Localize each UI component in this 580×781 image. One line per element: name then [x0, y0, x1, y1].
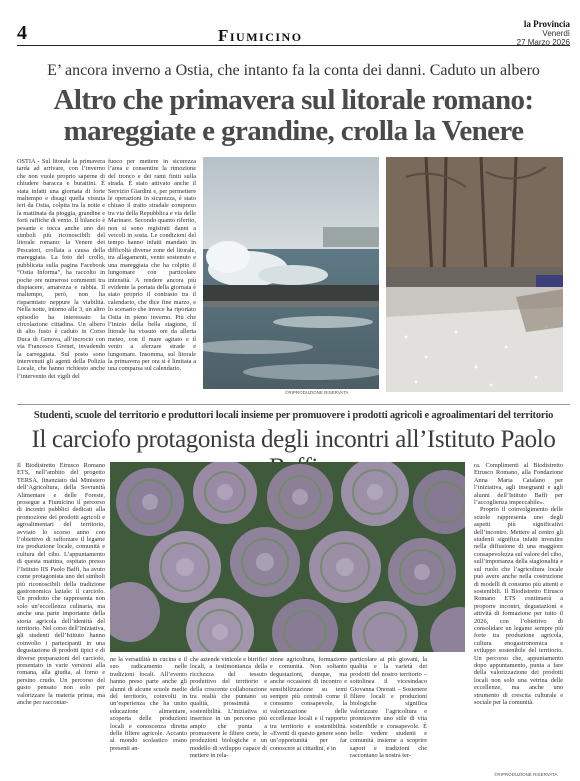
newspaper-name: la Provincia: [523, 19, 570, 29]
issue-day: Venerdì: [542, 29, 570, 38]
article1-column-1: OSTIA - Sul litorale la primavera tarda ad arrivare, con l’inverno che non vuole proprio saperne di chiudere baracca e burattini. È stata infatti una giornata di forte maltempo e disagi quella vissuta ieri da Ostia, colpita tra la notte e la mattinata da pioggia, grandine e forti raffiche di vento. Il bilancio è pesante e tocca anche uno dei simboli più riconoscibili del litorale romano: la Venere dei Pescatori, crollata a causa della mareggiata. La foto del crollo, pubblicata sulla pagina Facebook “Ostia Informa”, ha raccolto in poche ore numerosi commenti tra dispiacere, amarezza e rabbia. Il maltempo, però, non ha risparmiato neppure la viabilità. Nella notte, intorno alle 3, un altro episodio ha interessato la circolazione cittadina. Un albero di alto fusto è caduto in Corso Duca di Genova, all’incrocio con via Francesco Grenet, invadendo la carreggiata. Sul posto sono intervenuti gli agenti della Polizia Locale, che hanno richiesto anche l’intervento dei vigili del: [17, 158, 105, 380]
sea-storm-photo: [203, 157, 379, 389]
issue-date: 27 Marzo 2026: [516, 38, 570, 47]
artichokes-photo: [110, 462, 465, 652]
sea-storm-photo-art: [203, 157, 379, 389]
article2-column-1: Il Biodistretto Etrusco Romano ETS, nell’ambito del progetto TERSA, finanziato dal Ministero dell’Agricoltura, della Sovranità Alimentare e delle Foreste, prosegue a Fiumicino il percorso di incontri pubblici dedicati alla promozione dei prodotti agricoli e agroalimentari del territorio, avviato lo scorso anno con l’obiettivo di rafforzare il legame tra produzione locale, comunità e cultura del cibo. L’appuntamento di questa mattina, ospitato presso l’Istituto IIS Paolo Baffi, ha avuto come protagonista uno dei simboli più riconoscibili della tradizione gastronomica laziale: il carciofo. Un prodotto che rappresenta non solo un’eccellenza culinaria, ma anche una parte importante della storia agricola dell’identità del territorio. Nel corso dell’iniziativa, gli studenti dell’Istituto hanno coinvolto i partecipanti in una degustazione di prodotti tipici e di diverse preparazioni del carciofo, presentato in varie versioni alla romana, alla giudia, al forno e persino crudo. Un percorso del gusto pensato non solo per valorizzare la materia prima, ma anche per raccontar-: [17, 462, 105, 706]
article1-headline: Altro che primavera sul litorale romano: mareggiate e grandine, crolla la Venere: [53, 84, 534, 147]
hail-street-photo-art: [386, 157, 563, 392]
masthead: [517, 20, 570, 47]
hail-street-photo: [386, 157, 563, 392]
article2-kicker: Studenti, scuole del territorio e produttori locali insieme per promuovere i prodotti agricoli e agroalimentari del territorio: [33, 410, 554, 421]
article2-column-6: ra. Complimenti al Biodistretto Etrusco Romano, alla Fondazione Anna Maria Catalano per l’iniziativa, agli insegnanti e agli alunni dell’Istituto Baffi per l’accoglienza impeccabile». Proprio il coinvolgimento delle scuole rappresenta uno degli aspetti più significativi dell’incontro. Mettere al centro gli studenti significa infatti investire nella diffusione di una maggiore consapevolezza sul valore del cibo, sull’importanza della stagionalità e sul ruolo che l’agricoltura locale può avere anche nella costruzione di modelli di consumo più attenti e sostenibili. Il Biodistretto Etrusco Romano ETS continuerà a proporre incontri, degustazioni e attività di formazione per tutto il 2026, con l’obiettivo di consolidare un legame sempre più forte tra produzione agricola, cultura enogastronomica e sviluppo sostenibile del territorio. Un percorso che, appuntamento dopo appuntamento, punta a fare della valorizzazione dei prodotti locali non solo una vetrina delle eccellenze, ma anche uno strumento di crescita culturale e sociale per la comunità.: [474, 462, 563, 706]
article2-column-4: zione agricoltura, formazione e comunità. Non soltanto degustazioni, dunque, ma anche occasioni di incontro e sensibilizzazione su temi sempre più centrali come il consumo consapevole, la valorizzazione delle eccellenze locali e il rapporto tra territorio e sostenibilità. «Eventi di questo genere sono un’opportunità per far conoscere ai cittadini, e in: [270, 656, 347, 752]
artichokes-photo-art: [110, 462, 465, 652]
article1-column-2: fuoco per mettere in sicurezza l’area e consentire la rimozione del tronco e dei rami finiti sulla strada. È stato attivato anche il Servizio Giardini e, per permettere le operazioni in sicurezza, è stato chiuso il tratto stradale compreso tra via della Repubblica e via delle Marinare. Secondo quanto riferito, non si sono registrati danni a veicoli in sosta. Le condizioni del tempo hanno infatti mandato in difficoltà diverse zone del litorale, tra allagamenti, vento sostenuto e una mareggiata che ha colpito il lungomare con particolare intensità. A rendere ancora più evidente la portata della giornata è stato proprio il contrasto tra il calendario, che dice fine marzo, e lo scenario che invece ha riportato Ostia in pieno inverno. Più che l’inizio della bella stagione, il litorale ha vissuto ore da allerta meteo, con il mare agitato e il vento a sferzare strade e lungomare. Insomma, sul litorale la primavera per ora si è limitata a una comparsa sul calendario.: [108, 158, 196, 373]
article-divider: [17, 404, 570, 405]
article2-headline: Il carciofo protagonista degli incontri all’Istituto Paolo: [31, 426, 556, 453]
page-number: 4: [17, 22, 27, 44]
article2-column-2: ne la versatilità in cucina e il suo radicamento nelle tradizioni locali. All’evento hanno preso parte anche gli alunni di alcune scuole medie del territorio, coinvolti in un’esperienza che ha unito educazione alimentare, scoperta delle produzioni locali e conoscenza diretta delle filiere agricole. Accanto al mondo scolastico erano presenti an-: [110, 656, 187, 752]
section-title: Fiumicino: [218, 26, 303, 45]
article2-column-5: particolare ai più giovani, la qualità e la varietà dei prodotti del nostro territorio – sottolinea il vicesindaco Giovanna Onorati – Sostenere filiere locali e produzioni biologiche significa valorizzare l’agricoltura e promuovere uno stile di vita sostenibile e consapevole. È bello vedere studenti e comunità insieme a scoprire sapori e tradizioni che raccontano la nostra ter-: [350, 656, 427, 760]
header-rule: [17, 45, 570, 46]
article2-column-3: che aziende vinicole e birrifici locali, a testimonianza della ricchezza del tessuto produttivo del territorio e della crescente collaborazione tra realtà che puntano su qualità, prossimità e sostenibilità. L’iniziativa si inserisce in un percorso più ampio che punta a promuovere le filiere corte, le produzioni biologiche e un modello di sviluppo capace di mettere in rela-: [190, 656, 267, 760]
article1-photo-credit: ©RIPRODUZIONE RISERVATA: [285, 390, 349, 395]
article1-kicker: E’ ancora inverno a Ostia, che intanto fa la conta dei danni. Caduto un albero: [47, 62, 540, 79]
article2-photo-credit: ©RIPRODUZIONE RISERVATA: [494, 772, 558, 777]
